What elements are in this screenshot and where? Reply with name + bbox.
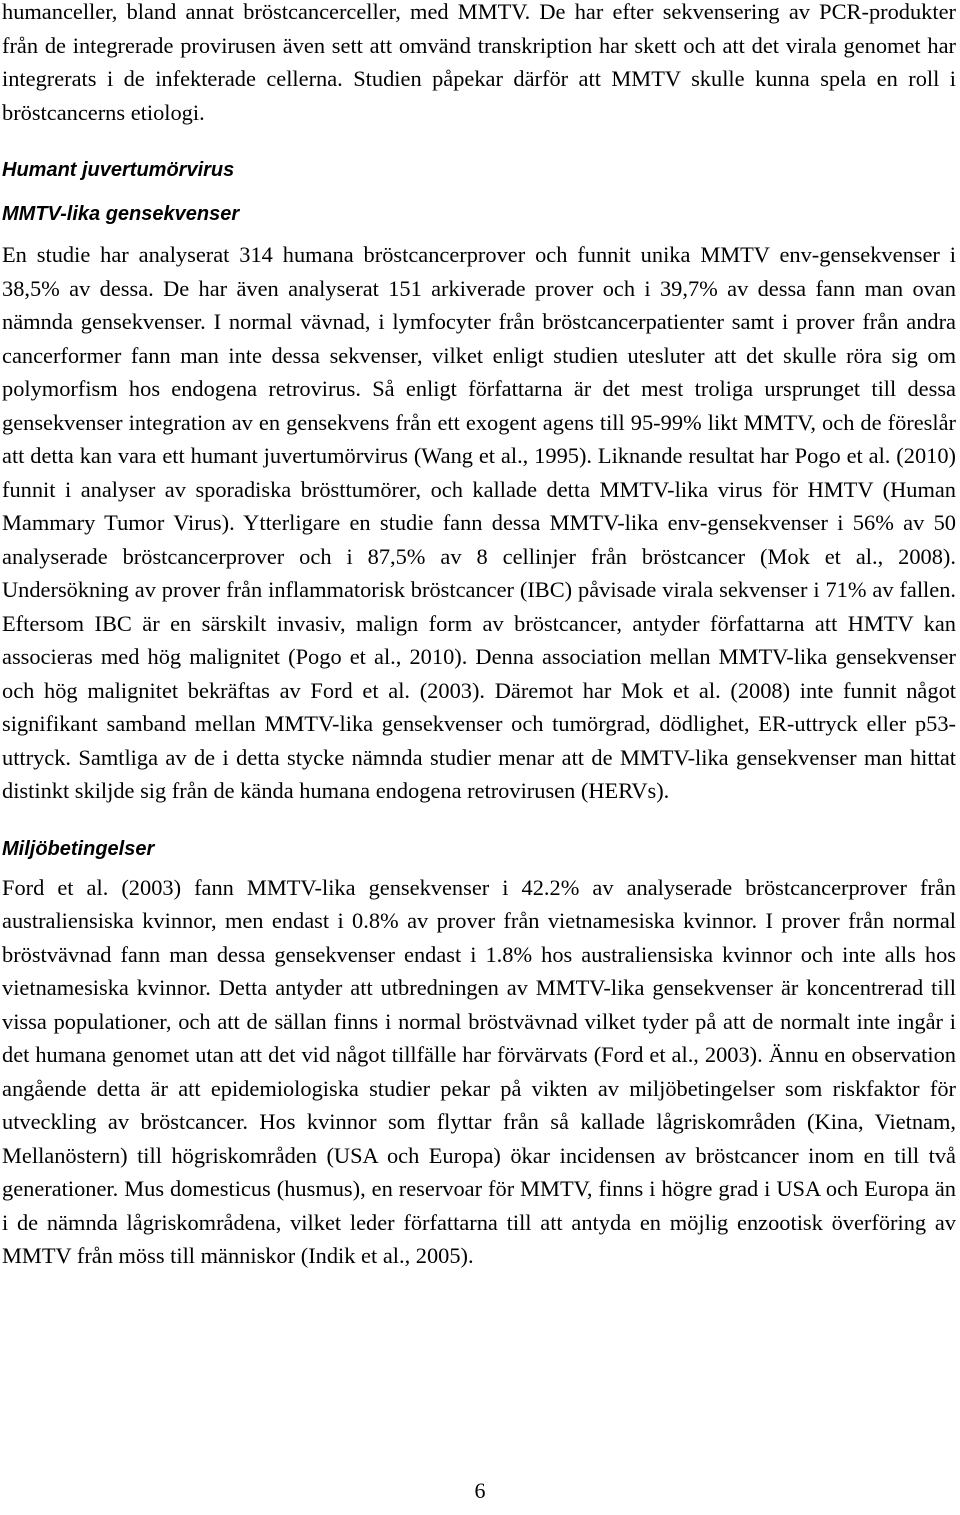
gene-sequences-paragraph: En studie har analyserat 314 humana bröstcancerprover och funnit unika MMTV env-gensekvenser i 38,5% av dessa. De har även analyserat 151 arkiverade prover och i 39,7% av dessa fann man ovan nämnda gensekvenser. I normal vävnad, i lymfocyter från bröstcancerpatienter samt i prover från andra cancerformer fann man inte dessa sekvenser, vilket enligt studien utesluter att det skulle röra sig om polymorfism hos endogena retrovirus. Så enligt författarna är det mest troliga ursprunget till dessa gensekvenser integration av en gensekvens från ett exogent agens till 95-99% likt MMTV, och de föreslår att detta kan vara ett humant juvertumörvirus (Wang et al., 1995). Liknande resultat har Pogo et al. (2010) funnit i analyser av sporadiska brösttumörer, och kallade detta MMTV-lika virus för HMTV (Human Mammary Tumor Virus). Ytterligare en studie fann dessa MMTV-lika env-gensekvenser i 56% av 50 analyserade bröstcancerprover och i 87,5% av 8 cellinjer från bröstcancer (Mok et al., 2008). Undersökning av prover från inflammatorisk bröstcancer (IBC) påvisade virala sekvenser i 71% av fallen. Eftersom IBC är en särskilt invasiv, malign form av bröstcancer, antyder författarna att HMTV kan associeras med hög malignitet (Pogo et al., 2010). Denna association mellan MMTV-lika gensekvenser och hög malignitet bekräftas av Ford et al. (2003). Däremot har Mok et al. (2008) inte funnit något signifikant samband mellan MMTV-lika gensekvenser och tumörgrad, dödlighet, ER-uttryck eller p53-uttryck. Samtliga av de i detta stycke nämnda studier menar att de MMTV-lika gensekvenser man hittat distinkt skiljde sig från de kända humana endogena retrovirusen (HERVs). <box>2 242 956 803</box>
environment-paragraph: Ford et al. (2003) fann MMTV-lika gensekvenser i 42.2% av analyserade bröstcancerprover från australiensiska kvinnor, men endast i 0.8% av prover från vietnamesiska kvinnor. I prover från normal bröstvävnad fann man dessa gensekvenser endast i 1.8% hos australiensiska kvinnor och inte alls hos vietnamesiska kvinnor. Detta antyder att utbredningen av MMTV-lika gensekvenser är koncentrerad till vissa populationer, och att de sällan finns i normal bröstvävnad vilket tyder på att de normalt inte ingår i det humana genomet utan att det vid något tillfälle har förvärvats (Ford et al., 2003). Ännu en observation angående detta är att epidemiologiska studier pekar på vikten av miljöbetingelser som riskfaktor för utveckling av bröstcancer. Hos kvinnor som flyttar från så kallade lågriskområden (Kina, Vietnam, Mellanöstern) till högriskområden (USA och Europa) ökar incidensen av bröstcancer inom en till två generationer. Mus domesticus (husmus), en reservoar för MMTV, finns i högre grad i USA och Europa än i de nämnda lågriskområdena, vilket leder författarna till att antyda en möjlig enzootisk överföring av MMTV från möss till människor (Indik et al., 2005). <box>2 874 956 1268</box>
page-number: 6 <box>474 1478 486 1503</box>
subsection-heading-gene-sequences: MMTV-lika gensekvenser <box>2 203 240 225</box>
section-heading: Humant juvertumörvirus <box>2 159 235 181</box>
intro-paragraph: humanceller, bland annat bröstcancerceller, med MMTV. De har efter sekvensering av PCR-produkter från de integrerade provirusen även sett att omvänd transkription har skett och att det virala genomet har integrerats i de infekterade cellerna. Studien påpekar därför att MMTV skulle kunna spela en roll i bröstcancerns etiologi. <box>2 0 956 125</box>
subsection-heading-environment: Miljöbetingelser <box>2 837 155 860</box>
